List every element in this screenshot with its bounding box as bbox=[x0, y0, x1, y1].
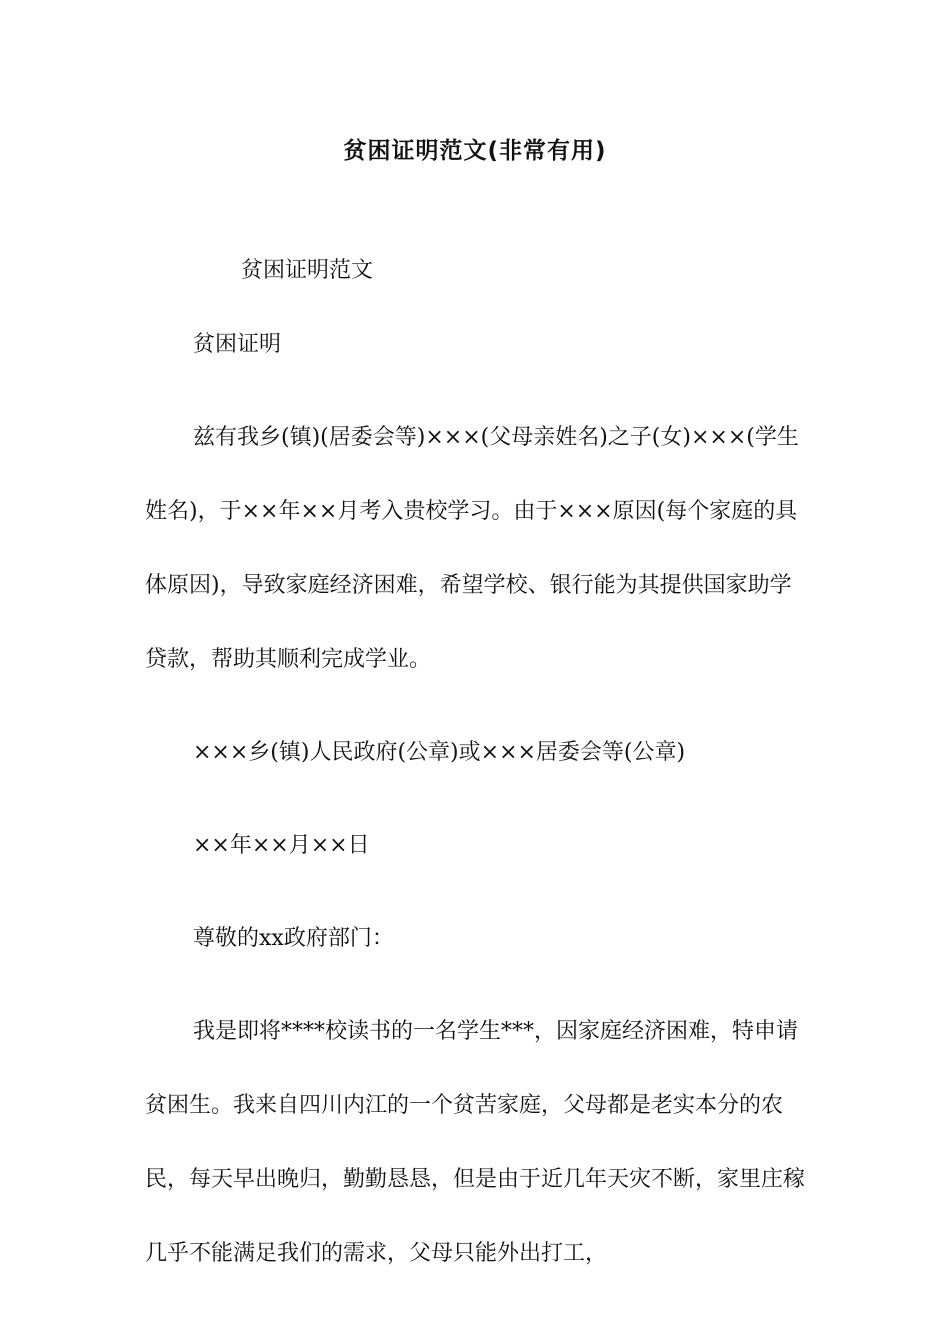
paragraph-salutation: 尊敬的xx政府部门： bbox=[193, 926, 394, 951]
paragraph-certificate-body: 兹有我乡(镇)(居委会等)×××(父母亲姓名)之子(女)×××(学生姓名)，于××年××月考入贵校学习。由于×××原因(每个家庭的具体原因)，导致家庭经济困难，希望学校、银行能为其提供国家助学贷款，帮助其顺利完成学业。 bbox=[145, 425, 799, 672]
paragraph-subtitle: 贫困证明范文 bbox=[241, 258, 374, 283]
paragraph-heading: 贫困证明 bbox=[193, 332, 282, 357]
paragraph-signature: ×××乡(镇)人民政府(公章)或×××居委会等(公章) bbox=[193, 740, 686, 765]
document-title: 贫困证明范文(非常有用) bbox=[343, 138, 607, 164]
paragraph-letter-body: 我是即将****校读书的一名学生***，因家庭经济困难，特申请贫困生。我来自四川内江的一个贫苦家庭，父母都是老实本分的农民，每天早出晚归，勤勤恳恳，但是由于近几年天灾不断，家里庄稼几乎不能满足我们的需求，父母只能外出打工， bbox=[145, 1019, 806, 1266]
paragraph-date: ××年××月××日 bbox=[193, 833, 370, 858]
document-body bbox=[145, 253, 810, 1329]
